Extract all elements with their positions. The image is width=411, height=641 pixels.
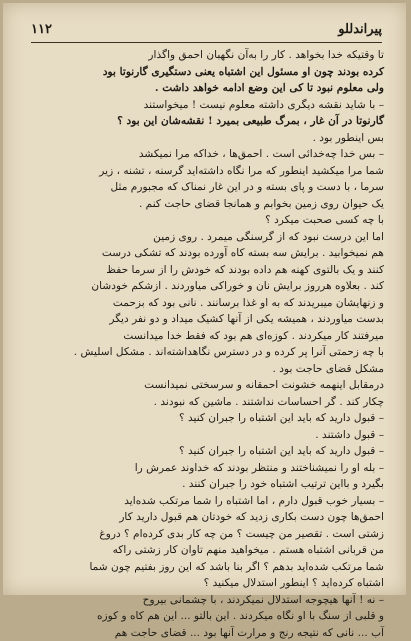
book-page bbox=[3, 3, 406, 595]
text-line: کنند و یک بالتوی کهنه هم داده بودند که خودش را از سرما حفظ bbox=[29, 262, 384, 279]
text-line: کند . بعلاوه هرروز برایش نان و خوراکی میاوردند . ازشکم خودشان bbox=[29, 278, 384, 295]
running-title: پیراندللو bbox=[338, 22, 382, 37]
text-line: چکار کند . گر احساسات نداشتند . ماشین که نبودند . bbox=[29, 394, 384, 411]
page-body-text bbox=[29, 47, 384, 585]
text-line: میرفتند کار میکردند . کوزه‌ای هم بود که فقط خدا میدانست bbox=[29, 328, 384, 345]
text-line: یک حیوان روی زمین بخوابم و همانجا قضای حاجت کنم . bbox=[29, 196, 384, 213]
text-line: – قبول داشتند . bbox=[29, 427, 384, 444]
text-line: سرما ، با دست و پای بسته و در این غار نمناک که مجبورم مثل bbox=[29, 179, 384, 196]
text-line: و قلبی از سنگ با او نگاه میکردند . این بالتو ... این هم کاه و کوزه bbox=[29, 608, 384, 625]
text-line: بس اینطور بود . bbox=[29, 130, 384, 147]
text-line: شما مرا میکشید اینطور که مرا نگاه داشته‌اید گرسنه ، تشنه ، زیر bbox=[29, 163, 384, 180]
text-line: – قبول دارید که باید این اشتباه را جبران کنید ؟ bbox=[29, 443, 384, 460]
page-header bbox=[31, 19, 382, 43]
text-line: – بس خدا چه‌خدائی است . احمق‌ها ، خداکه مرا نمیکشد bbox=[29, 146, 384, 163]
text-line: – با شاید نقشه دیگری داشته معلوم نیست ! میخواستند bbox=[29, 97, 384, 114]
text-line: – بسیار خوب قبول دارم ، اما اشتباه را شما مرتکب شده‌اید bbox=[29, 493, 384, 510]
text-line: کرده بودند چون او مسئول این اشتباه یعنی دستگیری گارنوتا بود bbox=[29, 64, 384, 81]
text-line: – نه ! آنها هیچوجه استدلال نمیکردند ، با چشمانی بیروح bbox=[29, 592, 384, 609]
text-line: درمقابل اینهمه خشونت احمقانه و سرسختی نمیدانست bbox=[29, 377, 384, 394]
text-line: مشکل قضای حاجت بود . bbox=[29, 361, 384, 378]
text-line: احمق‌ها چون دست بکاری زدید که خودتان هم قبول دارید کار bbox=[29, 509, 384, 526]
text-line: بگیرد و بااین ترتیب اشتباه خود را جبران کنند . bbox=[29, 476, 384, 493]
text-line: اما این درست نبود که از گرسنگی میمرد . روی زمین bbox=[29, 229, 384, 246]
text-line: و زنهایشان میبریدند که به او غذا برسانند . نانی بود که بزحمت bbox=[29, 295, 384, 312]
text-line: هم نمیخوابید . برایش سه بسته کاه آورده بودند که تشکی درست bbox=[29, 245, 384, 262]
text-line: آب ... نانی که نتیجه رنج و مرارت آنها بود ... قضای حاجت هم bbox=[29, 625, 384, 641]
text-line: – بله او را نمیشناختند و منتظر بودند که خداوند عمرش را bbox=[29, 460, 384, 477]
text-line: با چه زحمتی آنرا پر کرده و در دسترس نگاهداشته‌اند . مشکل اسلیش . bbox=[29, 344, 384, 361]
text-line: ولی معلوم نبود تا کی این وضع ادامه خواهد داشت . bbox=[29, 80, 384, 97]
text-line: بدست میاوردند ، همیشه یکی از آنها کشیک میداد و دو نفر دیگر bbox=[29, 311, 384, 328]
text-line: – قبول دارید که باید این اشتباه را جبران کنید ؟ bbox=[29, 410, 384, 427]
text-line: من قربانی اشتباه هستم . میخواهید منهم تاوان کار زشتی راکه bbox=[29, 542, 384, 559]
text-line: شما مرتکب شده‌اید بدهم ؟ اگر بنا باشد که این روز بفتیم چون شما bbox=[29, 559, 384, 576]
text-line: تا وقتیکه خدا بخواهد . کار را به‌آن نگهبان احمق واگذار bbox=[29, 47, 384, 64]
text-line: اشتباه کرده‌اید ؟ اینطور استدلال میکنید ؟ bbox=[29, 575, 384, 592]
text-line: با چه کسی صحبت میکرد ؟ bbox=[29, 212, 384, 229]
text-line: گارنوتا در آن غار ، بمرگ طبیعی بمیرد ! نقشه‌شان این بود ؟ bbox=[29, 113, 384, 130]
page-number: ۱۱۲ bbox=[31, 22, 52, 37]
text-line: زشتی است . تقصیر من چیست ؟ من چه کار بدی کرده‌ام ؟ دروغ bbox=[29, 526, 384, 543]
